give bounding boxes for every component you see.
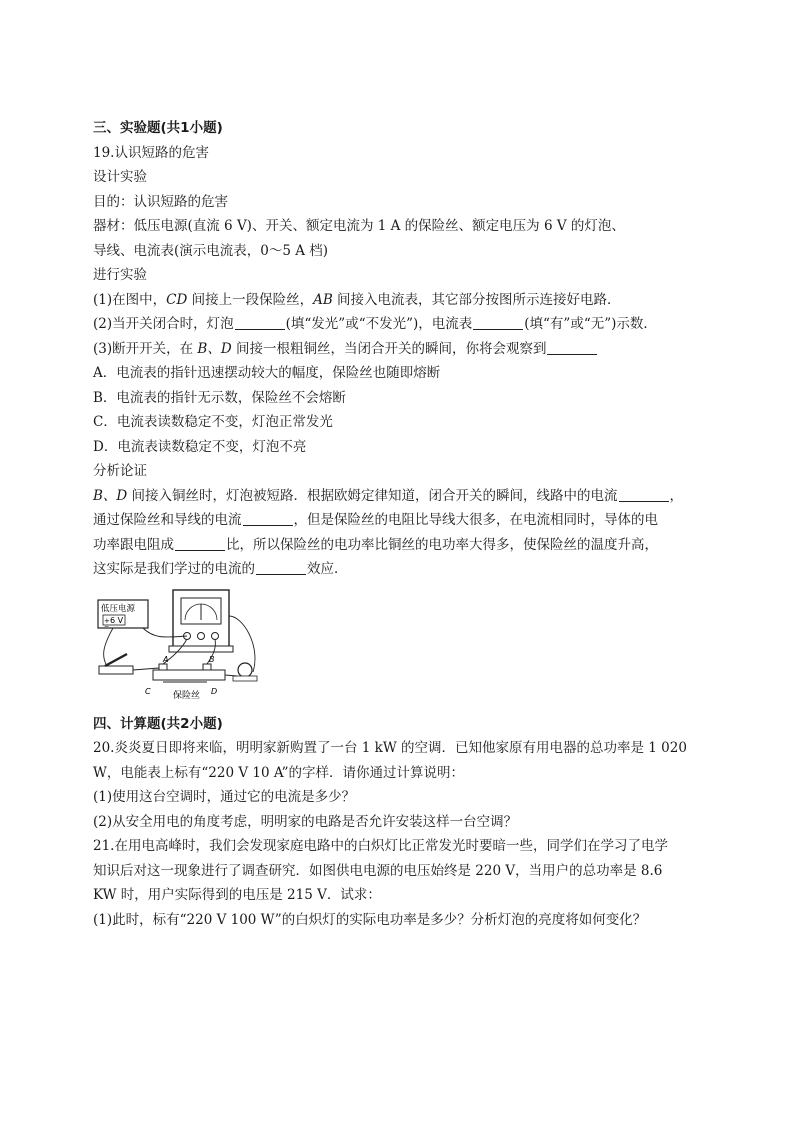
answer-blank-effect[interactable] — [256, 560, 306, 575]
section-heading-calculation: 四、计算题(共2小题) — [93, 715, 223, 732]
equipment-line-2: 导线、电流表(演示电流表，0～5 A 档) — [93, 242, 329, 259]
question-20-line-1: 20.炎炎夏日即将来临，明明家新购置了一台 1 kW 的空调．已知他家原有用电器的总功率是 1 020 — [93, 740, 687, 756]
question-21-line-2: 知识后对这一现象进行了调查研究．如图供电电源的电压始终是 220 V，当用户的总功率是 8.6 — [93, 862, 663, 879]
question-20-part-1: (1)使用这台空调时，通过它的电流是多少？ — [93, 789, 356, 805]
question-21-line-3: KW 时，用户实际得到的电压是 215 V．试求： — [93, 887, 381, 903]
question-20-line-2: W，电能表上标有“220 V 10 A”的字样．请你通过计算说明： — [93, 764, 465, 781]
option-c: C．电流表读数稳定不变，灯泡正常发光 — [93, 414, 333, 430]
step-2: (2)当开关闭合时，灯泡 (填“发光”或“不发光”)，电流表 (填“有”或“无”)示数． — [93, 316, 657, 332]
section-heading-experiment: 三、实验题(共1小题) — [93, 120, 223, 136]
point-d-label: D — [211, 686, 218, 696]
ammeter-terminal-mid — [198, 632, 205, 639]
answer-blank-observation[interactable] — [547, 340, 597, 355]
purpose-line: 目的：认识短路的危害 — [93, 193, 228, 210]
answer-blank-bulb[interactable] — [235, 315, 285, 330]
fuse-board — [153, 670, 225, 680]
subheading-procedure: 进行实验 — [93, 267, 147, 283]
minus-terminal-label: − — [104, 622, 110, 630]
question-21-line-1: 21.在用电高峰时，我们会发现家庭电路中的白炽灯比正常发光时要暗一些，同学们在学习了电学 — [93, 838, 668, 854]
switch-lever — [105, 654, 127, 666]
point-b-label: B — [209, 654, 215, 664]
analysis-line-4: 这实际是我们学过的电流的 效应． — [93, 561, 348, 577]
step-1: (1)在图中，CD 间接上一段保险丝，AB 间接入电流表，其它部分按图所示连接好电路． — [93, 291, 621, 308]
analysis-line-1: B、D 间接入铜丝时，灯泡被短路．根据欧姆定律知道，闭合开关的瞬间，线路中的电流 ， — [93, 487, 684, 504]
question-19-title: 19.认识短路的危害 — [93, 144, 209, 161]
subheading-analysis: 分析论证 — [93, 463, 147, 479]
fuse-label: 保险丝 — [173, 690, 201, 701]
circuit-diagram — [93, 586, 263, 704]
answer-blank-proportion[interactable] — [175, 536, 225, 551]
answer-blank-equal-current[interactable] — [243, 511, 293, 526]
power-supply-label: 低压电源 — [101, 603, 136, 614]
analysis-line-2: 通过保险丝和导线的电流 ，但是保险丝的电阻比导线大很多，在电流相同时，导体的电 — [93, 512, 658, 528]
plus-terminal-label: + — [104, 616, 110, 625]
option-d: D．电流表读数稳定不变，灯泡不亮 — [93, 438, 307, 455]
step-3: (3)断开开关，在 B、D 间接一根粗铜丝，当闭合开关的瞬间，你将会观察到 — [93, 337, 713, 362]
analysis-line-3: 功率跟电阻成 比，所以保险丝的电功率比铜丝的电功率大得多，使保险丝的温度升高， — [93, 536, 658, 553]
option-b: B．电流表的指针无示数，保险丝不会熔断 — [93, 389, 346, 406]
switch-base — [99, 666, 133, 674]
point-c-label: C — [145, 686, 151, 696]
exam-page — [93, 116, 713, 932]
equipment-line-1: 器材：低压电源(直流 6 V)、开关、额定电流为 1 A 的保险丝、额定电压为 6 V 的灯泡、 — [93, 218, 625, 234]
voltage-label: 6 V — [110, 615, 124, 625]
answer-blank-current[interactable] — [619, 487, 669, 502]
ammeter-terminal-right — [212, 632, 219, 639]
bulb-icon — [238, 663, 252, 677]
option-a: A．电流表的指针迅速摆动较大的幅度，保险丝也随即熔断 — [93, 365, 441, 381]
point-a-label: A — [163, 654, 169, 664]
subheading-design: 设计实验 — [93, 169, 147, 185]
question-21-part-1: (1)此时，标有“220 V 100 W”的白炽灯的实际电功率是多少？分析灯泡的亮度将如何变化？ — [93, 911, 647, 928]
question-20-part-2: (2)从安全用电的角度考虑，明明家的电路是否允许安装这样一台空调？ — [93, 813, 518, 830]
answer-blank-ammeter[interactable] — [473, 315, 523, 330]
